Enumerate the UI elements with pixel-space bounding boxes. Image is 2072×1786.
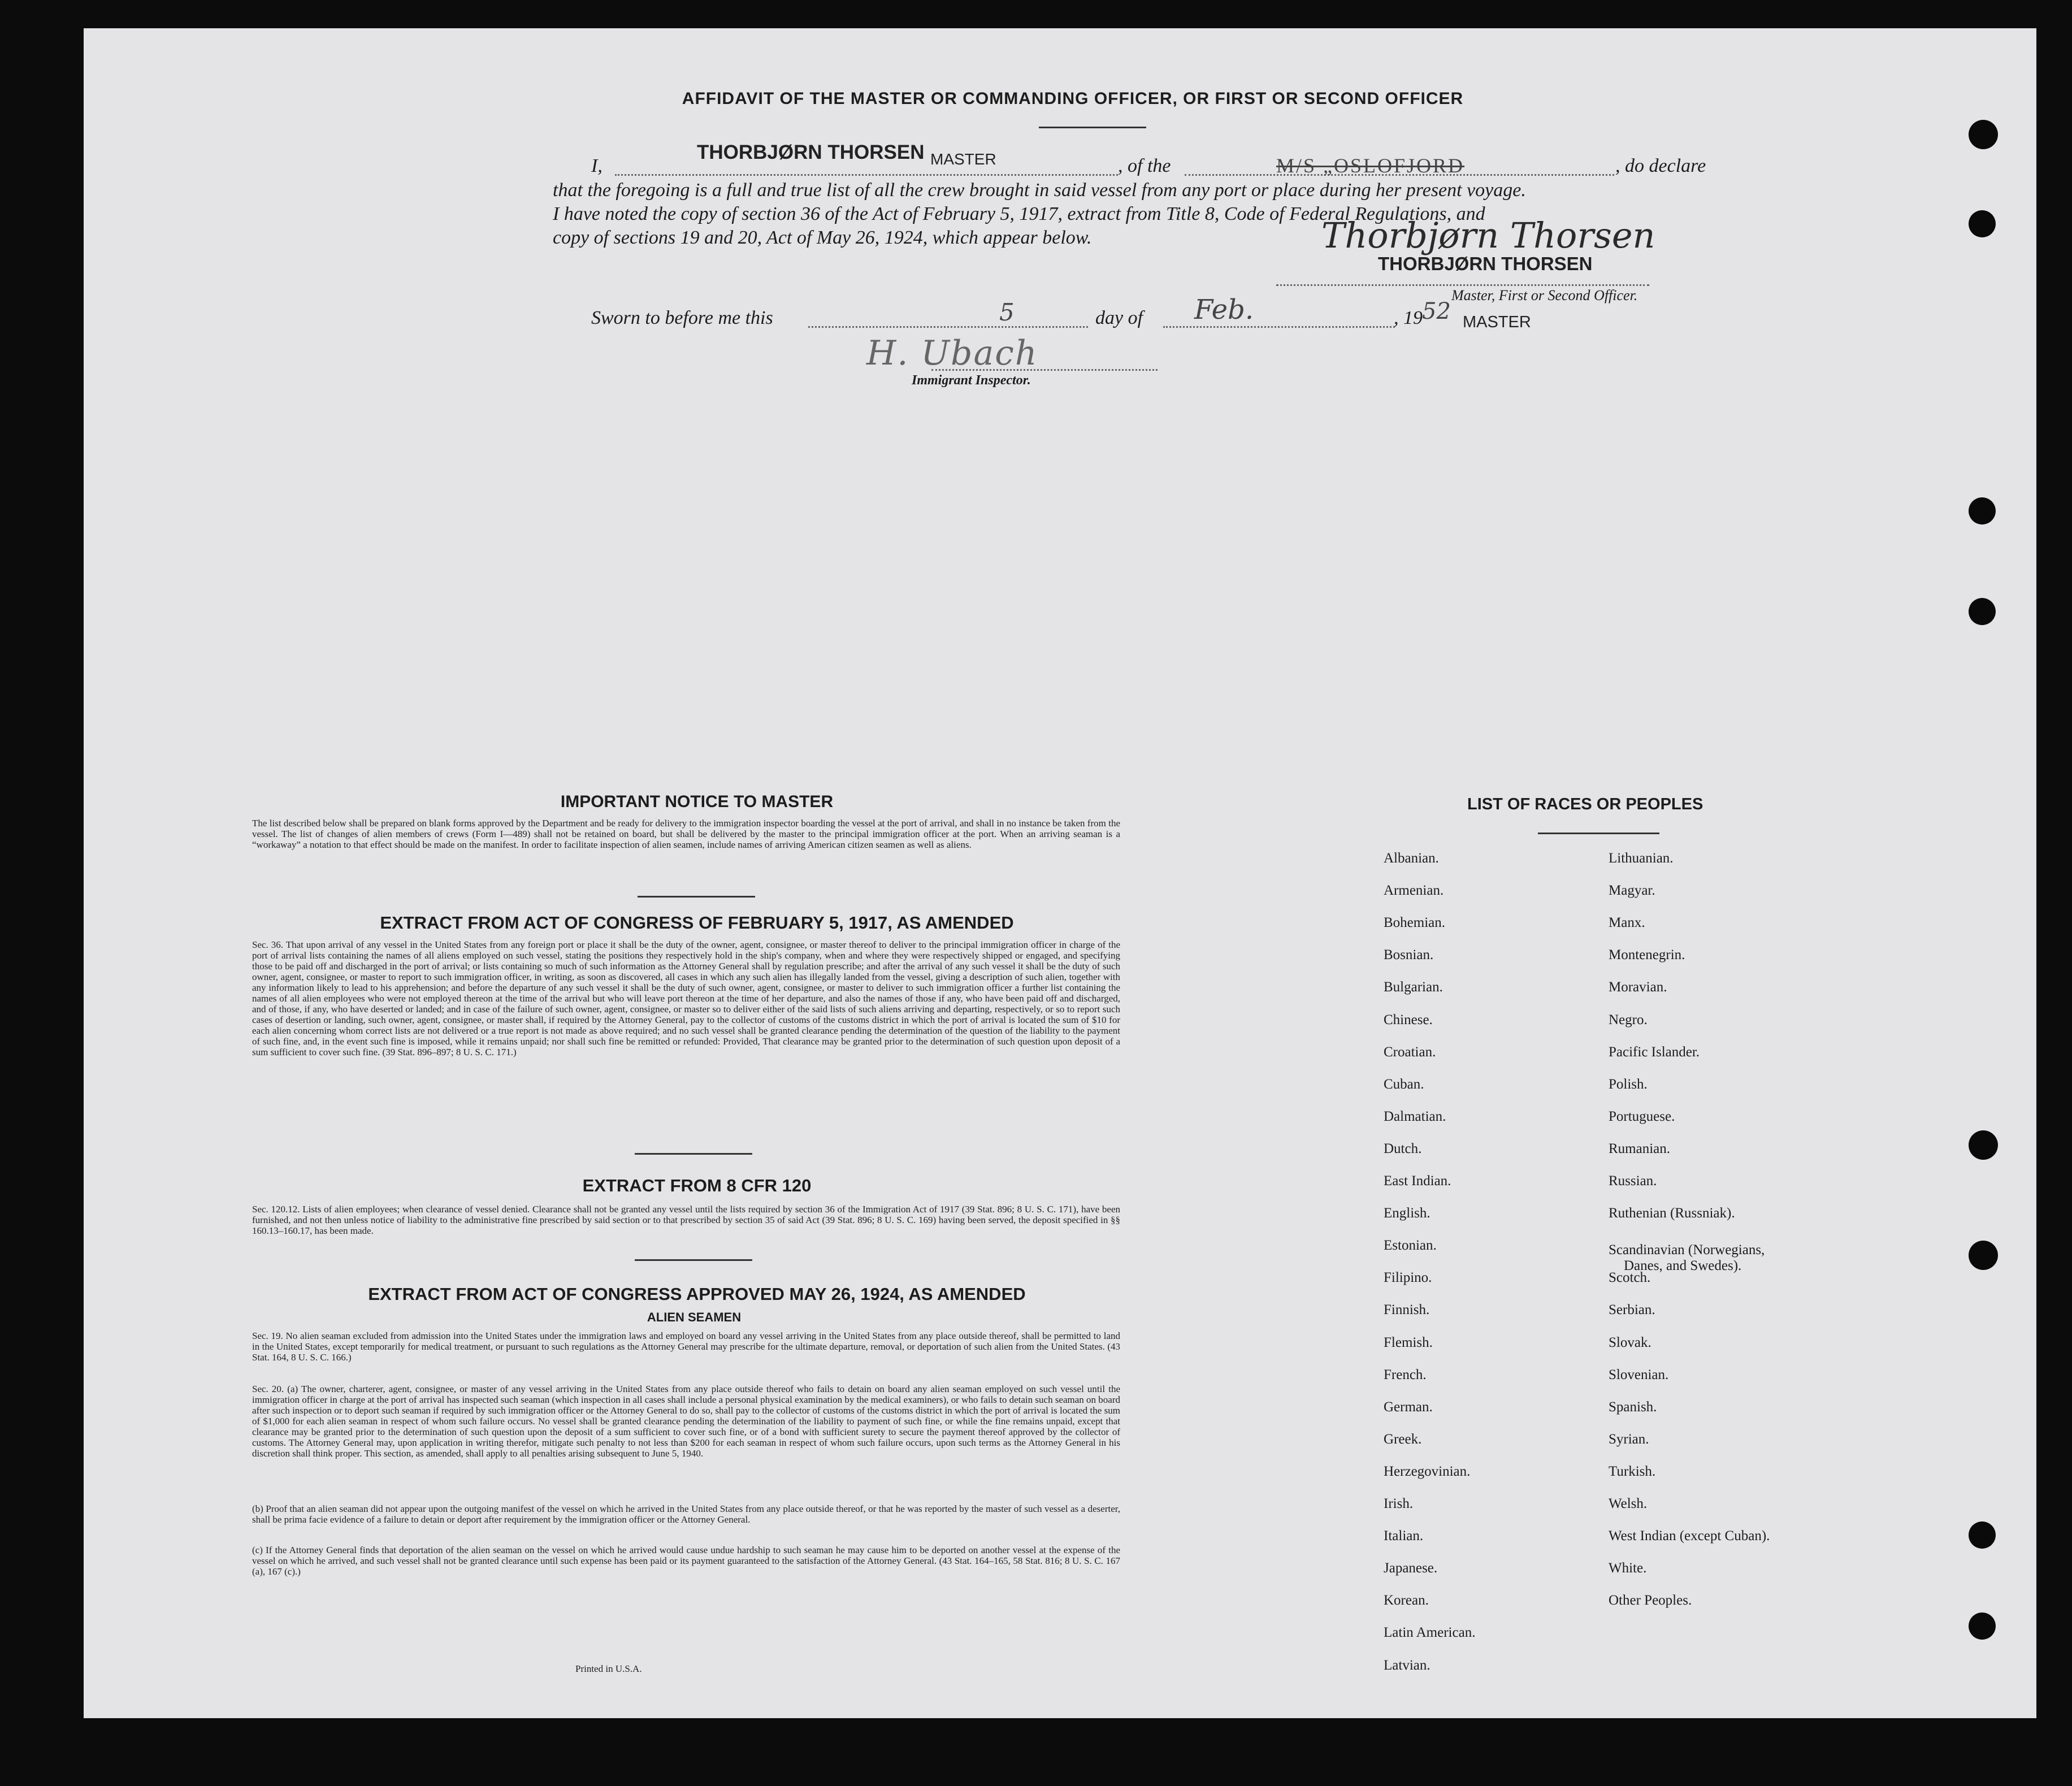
day-field-line: [808, 326, 1088, 328]
race-item: Croatian.: [1384, 1044, 1436, 1060]
master-caption: Master, First or Second Officer.: [1451, 287, 1638, 304]
race-item: Finnish.: [1384, 1302, 1430, 1318]
race-item: Ruthenian (Russniak).: [1609, 1206, 1735, 1221]
title-divider: [1039, 127, 1146, 128]
race-item: Chinese.: [1384, 1012, 1433, 1028]
day-field: 5: [999, 298, 1015, 326]
notice-divider: [638, 896, 755, 898]
race-item: Latvian.: [1384, 1657, 1431, 1673]
race-item: Flemish.: [1384, 1334, 1433, 1350]
binder-hole: [1969, 1521, 1996, 1549]
printed-in-usa: Printed in U.S.A.: [575, 1663, 642, 1674]
race-item: Syrian.: [1609, 1431, 1649, 1447]
race-item: Filipino.: [1384, 1270, 1432, 1286]
do-declare-label: , do declare: [1615, 155, 1706, 176]
master-role-field: MASTER: [930, 150, 996, 168]
race-item: Serbian.: [1609, 1302, 1655, 1318]
master-name-stamp: THORBJØRN THORSEN: [1378, 253, 1593, 274]
binder-hole: [1969, 598, 1996, 625]
races-title: LIST OF RACES OR PEOPLES: [1467, 795, 1703, 813]
race-item: White.: [1609, 1560, 1647, 1576]
race-item: Japanese.: [1384, 1560, 1438, 1576]
race-item: Bohemian.: [1384, 915, 1446, 931]
race-item: Armenian.: [1384, 883, 1444, 899]
extract-1924-sec19: Sec. 19. No alien seaman excluded from admission into the United States under the immigration laws and employed on board any vessel arriving in the United States from any place outside thereof, shall be permitted to land in the United States, except temporarily for medical treatment, or pursuant to such regulations as the Attorney General may prescribe for the ultimate departure, removal, or deportation of such alien from the United States. (43 Stat. 164, 8 U. S. C. 166.): [252, 1330, 1120, 1363]
race-item: English.: [1384, 1206, 1431, 1221]
race-item: Rumanian.: [1609, 1141, 1671, 1156]
extract-1924-sec20a: Sec. 20. (a) The owner, charterer, agent, consignee, or master of any vessel arriving in the United States from any place outside thereof who fails to detain on board any alien seaman employed on such vessel until the immigration officer in charge at the port of arrival has inspected such seaman (which inspection in all cases shall include a personal physical examination by the medical examiners), or who fails to detain such seaman on board after such inspection or to deport such seaman if required by such immigration officer or the Attorney General to do so, shall pay to the collector of customs of the customs district in which the port of arrival is located the sum of $1,000 for each alien seaman in respect of whom such failure occurs. No vessel shall be granted clearance pending the determination of the liability to payment of such fine, or while the fine remains unpaid, except that clearance may be granted prior to the determination of such question upon the deposit of a sum sufficient to cover such fine, or of a bond with sufficient surety to secure the payment thereof approved by the collector of customs. The Attorney General may, upon application in writing therefor, mitigate such penalty to not less than $200 for each seaman in respect of whom such failure occurs, upon such terms as the Attorney General in his discretion shall think proper. This section, as amended, shall apply to all penalties arising subsequent to June 5, 1940.: [252, 1384, 1120, 1459]
extract-cfr-title: EXTRACT FROM 8 CFR 120: [582, 1176, 812, 1195]
race-item: Scotch.: [1609, 1270, 1651, 1286]
signature-line: [1276, 284, 1649, 286]
affidavit-line-2: that the foregoing is a full and true list of all the crew brought in said vessel from any port or place during her present voyage.: [553, 180, 1526, 201]
master-signature: Thorbjørn Thorsen: [1321, 215, 1655, 256]
race-item: Danes, and Swedes).: [1624, 1258, 1742, 1274]
year-field: 52: [1422, 298, 1451, 324]
vessel-name-field: M/S „OSLOFJORD: [1276, 154, 1465, 177]
race-item: Montenegrin.: [1609, 947, 1685, 963]
race-item: Cuban.: [1384, 1076, 1424, 1092]
binder-hole: [1969, 1241, 1998, 1270]
document-page: [84, 28, 2036, 1718]
race-item: French.: [1384, 1367, 1427, 1382]
race-item: Korean.: [1384, 1593, 1429, 1609]
extract-1917-divider: [635, 1153, 752, 1155]
race-item: East Indian.: [1384, 1173, 1451, 1189]
race-item: Slovenian.: [1609, 1367, 1669, 1382]
race-item: West Indian (except Cuban).: [1609, 1528, 1770, 1544]
race-item: Albanian.: [1384, 851, 1439, 866]
binder-hole: [1969, 1130, 1998, 1160]
race-item: Dutch.: [1384, 1141, 1422, 1156]
month-field: Feb.: [1194, 294, 1254, 326]
race-item: Herzegovinian.: [1384, 1463, 1471, 1479]
race-item: Lithuanian.: [1609, 851, 1674, 866]
extract-cfr-body: Sec. 120.12. Lists of alien employees; when clearance of vessel denied. Clearance shall not be granted any vessel until the lists required by section 36 of the Immigration Act of 1917 (39 Stat. 896; 8 U. S. C. 171), have been furnished, and not then unless notice of liability to the administrative fine prescribed by said section or to that prescribed by section 35 of said Act (39 Stat. 896; 8 U. S. C. 169) having been served, the deposit specified in §§ 160.13–160.17, has been made.: [252, 1204, 1120, 1236]
extract-1924-title: EXTRACT FROM ACT OF CONGRESS APPROVED MAY 26, 1924, AS AMENDED: [368, 1284, 1026, 1304]
binder-hole: [1969, 497, 1996, 524]
race-item: Negro.: [1609, 1012, 1648, 1028]
race-item: Russian.: [1609, 1173, 1657, 1189]
master-stamp: MASTER: [1463, 313, 1531, 331]
race-item: Manx.: [1609, 915, 1645, 931]
binder-hole: [1969, 1612, 1996, 1640]
race-item: Portuguese.: [1609, 1108, 1675, 1124]
race-item: Welsh.: [1609, 1496, 1648, 1511]
race-item: Moravian.: [1609, 979, 1667, 995]
binder-hole: [1969, 120, 1998, 149]
extract-cfr-divider: [635, 1259, 752, 1261]
race-item: Italian.: [1384, 1528, 1424, 1544]
race-item: Spanish.: [1609, 1399, 1657, 1415]
of-the-label: , of the: [1118, 155, 1171, 176]
extract-1924-sec20b: (b) Proof that an alien seaman did not appear upon the outgoing manifest of the vessel on which he arrived in the United States from any place outside thereof, or that he was reported by the master of such vessel as a deserter, shall be prima facie evidence of a failure to detain or deport after requirement by the immigration officer or the Attorney General.: [252, 1503, 1120, 1525]
race-item: Irish.: [1384, 1496, 1414, 1511]
race-item: Pacific Islander.: [1609, 1044, 1700, 1060]
extract-1917-body: Sec. 36. That upon arrival of any vessel in the United States from any foreign port or place it shall be the duty of the owner, agent, consignee, or master thereof to deliver to the principal immigration officer in charge of the port of arrival lists containing the names of all aliens employed on such vessel, stating the positions they respectively hold in the ship's company, when and where they were respectively shipped or engaged, and specifying those to be paid off and discharged in the port of arrival; or lists containing so much of such information as the Attorney General shall by regulation prescribe; and after the arrival of any such vessel it shall be the duty of such owner, agent, consignee, or master to report to such immigration officer, in writing, as soon as discovered, all cases in which any such alien has illegally landed from the vessel, giving a description of such alien, together with any information likely to lead to his apprehension; and before the departure of any such vessel it shall be the duty of such owner, agent, consignee, or master to deliver to such immigration officer a further list containing the names of all alien employees who were not employed thereon at the time of the arrival but who will leave port thereon at the time of her departure, and also the names of those if any, who have been paid off and discharged, and of those, if any, who have deserted or landed; and in case of the failure of such owner, agent, consignee, or master so to deliver either of the said lists of such aliens arriving and departing, respectively, or so to report such cases of desertion or landing, such owner, agent, consignee, or master shall, if required by the Attorney General, pay to the collector of customs of the customs district in which the port of arrival is located the sum of $10 for each alien concerning whom correct lists are not delivered or a true report is not made as above required; and no such vessel shall be granted clearance pending the determination of the question of the liability to the payment of such fine, and, in the event such fine is imposed, while it remains unpaid; nor shall such fine be remitted or refunded: Provided, That clearance may be granted prior to the determination of such question upon deposit of a sum sufficient to cover such fine. (39 Stat. 896–897; 8 U. S. C. 171.): [252, 939, 1120, 1057]
extract-1924-sec20c: (c) If the Attorney General finds that deportation of the alien seaman on the vessel on which he arrived would cause undue hardship to such seaman he may cause him to be deported on another vessel at the expense of the vessel on which he arrived, and such vessel shall not be granted clearance until such expense has been paid or its payment guaranteed to the satisfaction of the Attorney General. (43 Stat. 164–165, 58 Stat. 816; 8 U. S. C. 167 (a), 167 (c).): [252, 1545, 1120, 1577]
master-name-field: THORBJØRN THORSEN: [697, 141, 925, 163]
race-item: Bosnian.: [1384, 947, 1434, 963]
sworn-label: Sworn to before me this: [591, 307, 773, 328]
year-prefix: , 19: [1394, 307, 1423, 328]
race-item: Magyar.: [1609, 883, 1655, 899]
i-label: I,: [591, 155, 602, 176]
affidavit-line-4: copy of sections 19 and 20, Act of May 26, 1924, which appear below.: [553, 227, 1092, 248]
race-item: Estonian.: [1384, 1238, 1437, 1254]
race-item: Scandinavian (Norwegians,: [1609, 1242, 1765, 1258]
race-item: German.: [1384, 1399, 1433, 1415]
affidavit-line-3: I have noted the copy of section 36 of the Act of February 5, 1917, extract from Title 8, Code of Federal Regulations, and: [553, 203, 1485, 224]
binder-hole: [1969, 210, 1996, 237]
race-item: Dalmatian.: [1384, 1108, 1446, 1124]
race-item: Latin American.: [1384, 1625, 1476, 1641]
notice-title: IMPORTANT NOTICE TO MASTER: [560, 792, 834, 811]
affidavit-title: AFFIDAVIT OF THE MASTER OR COMMANDING OFFICER, OR FIRST OR SECOND OFFICER: [682, 89, 1464, 108]
race-item: Slovak.: [1609, 1334, 1651, 1350]
day-label: day of: [1095, 307, 1143, 328]
inspector-caption: Immigrant Inspector.: [912, 373, 1031, 388]
race-item: Bulgarian.: [1384, 979, 1443, 995]
race-item: Turkish.: [1609, 1463, 1656, 1479]
race-item: Polish.: [1609, 1076, 1648, 1092]
extract-1924-subtitle: ALIEN SEAMEN: [647, 1310, 742, 1324]
name-field-line: [615, 174, 1118, 176]
notice-body: The list described below shall be prepared on blank forms approved by the Department and be ready for delivery to the immigration inspector boarding the vessel at the port of arrival, and shall in no instance be taken from the vessel. The list of changes of alien members of crews (Form I—489) shall not be retained on board, but shall be delivered by the master to the principal immigration officer at the port. When an arriving seaman is a “workaway” a notation to that effect should be made on the manifest. In order to facilitate inspection of alien seamen, include names of arriving American citizen seamen as well as aliens.: [252, 818, 1120, 850]
inspector-signature: H. Ubach: [866, 333, 1038, 373]
race-item: Greek.: [1384, 1431, 1422, 1447]
race-item: Other Peoples.: [1609, 1593, 1692, 1609]
extract-1917-title: EXTRACT FROM ACT OF CONGRESS OF FEBRUARY 5, 1917, AS AMENDED: [380, 913, 1014, 933]
month-field-line: [1163, 326, 1395, 328]
races-divider: [1538, 833, 1659, 834]
inspector-line: [931, 369, 1158, 371]
